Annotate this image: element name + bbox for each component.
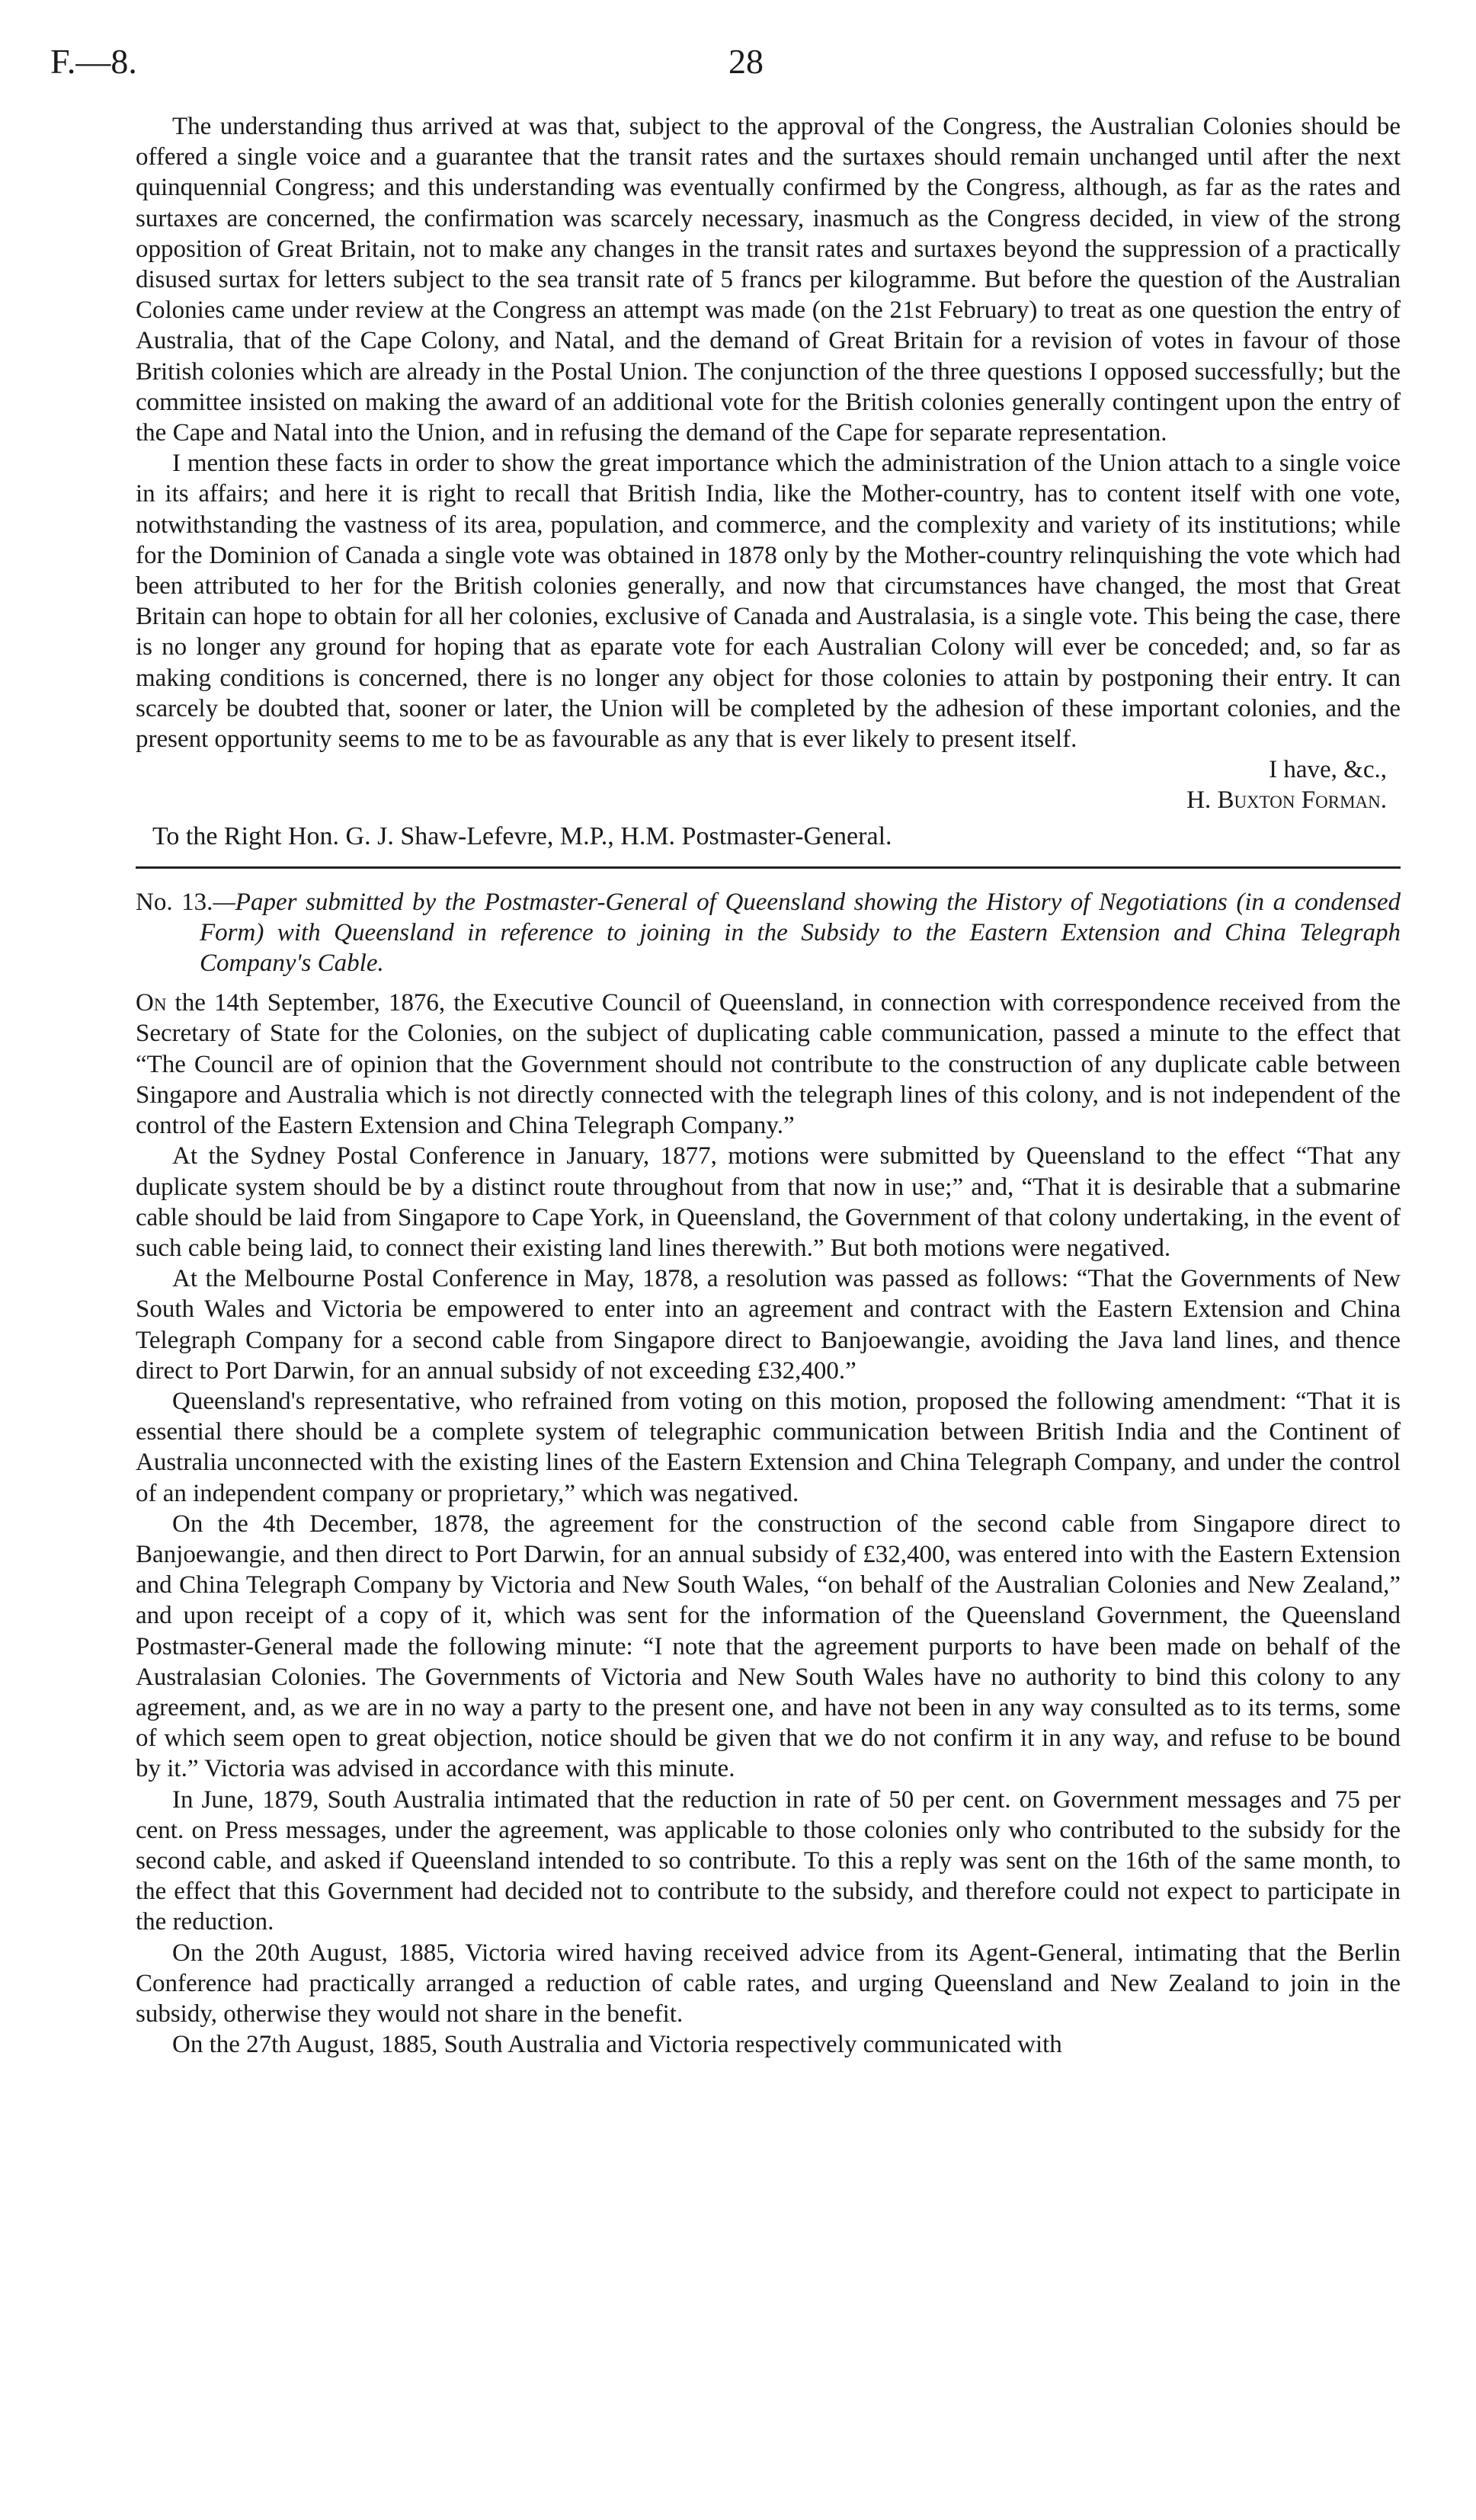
letter-closing: I have, &c., — [1269, 756, 1387, 784]
page-number: 28 — [728, 42, 764, 81]
paper-paragraph: On the 4th December, 1878, the agreement for the construction of the second cable from Singapore direct to Banjoewangie, and then direct to Port Darwin, for an annual subsidy of £32,400, was entered into with the Eastern Extension and China Telegraph Company by Victoria and New South Wales, “on behalf of the Australian Colonies and New Zealand,” and upon receipt of a copy of it, which was sent for the information of the Queensland Government, the Queensland Postmaster-General made the following minute: “I note that the agreement purports to have been made on behalf of the Australasian Colonies. The Governments of Victoria and New South Wales have no authority to bind this colony to any agreement, and, as we are in no way a party to the present one, and have not been in any way consulted as to its terms, some of which seem open to great objection, notice should be given that we do not confirm it in any way, and refuse to be bound by it.” Victoria was advised in accordance with this minute. — [136, 1510, 1401, 1783]
paper-paragraph: On the 20th August, 1885, Victoria wired having received advice from its Agent-General, intimating that the Berlin Conference had practically arranged a reduction of cable rates, and urging Queensland and New Zealand to join in the subsidy, otherwise they would not share in the benefit. — [136, 1939, 1401, 2028]
paper-first-paragraph-text: the 14th September, 1876, the Executive Council of Queensland, in connection with correspondence received from the Secretary of State for the Colonies, on the subject of duplicating cable communication, passed a minute to the effect that “The Council are of opinion that the Government should not contribute to the construction of any duplicate cable between Singapore and Australia which is not directly connected with the telegraph lines of this colony, and is not independent of the control of the Eastern Extension and China Telegraph Company.” — [136, 989, 1401, 1140]
paper-title-text: —Paper submitted by the Postmaster-General of Queensland showing the History of Negotiations (in a condensed Form) with Queensland in reference to joining in the Subsidy to the Eastern Extension and China Telegraph Company's Cable. — [200, 888, 1401, 978]
paper-paragraph: At the Sydney Postal Conference in January, 1877, motions were submitted by Queensland to the effect “That any duplicate system should be by a distinct route throughout from that now in use;” and, “That it is desirable that a submarine cable should be laid from Singapore to Cape York, in Queensland, the Government of that colony undertaking, in the event of such cable being laid, to connect their existing land lines therewith.” But both motions were negatived. — [136, 1142, 1401, 1262]
paper-paragraph — [136, 988, 1401, 1141]
paper-first-word: On — [136, 989, 167, 1017]
letter-signature: H. Buxton Forman. — [1186, 786, 1387, 815]
paper-paragraph: In June, 1879, South Australia intimated that the reduction in rate of 50 per cent. on Government messages and 75 per cent. on Press messages, under the agreement, was applicable to those colonies only who contributed to the subsidy for the second cable, and asked if Queensland intended to so contribute. To this a reply was sent on the 16th of the same month, to the effect that this Government had decided not to contribute to the subsidy, and therefore could not expect to participate in the reduction. — [136, 1785, 1401, 1936]
section-divider — [136, 866, 1401, 869]
letter-addressee: To the Right Hon. G. J. Shaw-Lefevre, M.P., H.M. Postmaster-General. — [152, 821, 892, 850]
paper-number: No. 13. — [136, 888, 213, 916]
document-reference: F.—8. — [50, 42, 137, 81]
paper-paragraph: On the 27th August, 1885, South Australia and Victoria respectively communicated with — [172, 2031, 1062, 2059]
paper-paragraph: Queensland's representative, who refrained from voting on this motion, proposed the following amendment: “That it is essential there should be a complete system of telegraphic communication between British India and the Continent of Australia unconnected with the existing lines of the Eastern Extension and China Telegraph Company, and under the control of an independent company or proprietary,” which was negatived. — [136, 1387, 1401, 1507]
paper-title — [136, 887, 1401, 979]
letter-paragraph: I mention these facts in order to show the great importance which the administration of the Union attach to a single voice in its affairs; and here it is right to recall that British India, like the Mother-country, has to content itself with one vote, notwithstanding the vastness of its area, population, and commerce, and the complexity and variety of its institutions; while for the Dominion of Canada a single vote was obtained in 1878 only by the Mother-country relinquishing the vote which had been attributed to her for the British colonies generally, and now that circumstances have changed, the most that Great Britain can hope to obtain for all her colonies, exclusive of Canada and Australasia, is a single vote. This being the case, there is no longer any ground for hoping that as eparate vote for each Australian Colony will ever be conceded; and, so far as making conditions is concerned, there is no longer any object for those colonies to attain by postponing their entry. It can scarcely be doubted that, sooner or later, the Union will be completed by the adhesion of these important colonies, and the present opportunity seems to me to be as favourable as any that is ever likely to present itself. — [136, 450, 1401, 754]
letter-paragraph: The understanding thus arrived at was that, subject to the approval of the Congress, the Australian Colonies should be offered a single voice and a guarantee that the transit rates and the surtaxes should remain unchanged until after the next quinquennial Congress; and this understanding was eventually confirmed by the Congress, although, as far as the rates and surtaxes are concerned, the confirmation was scarcely necessary, inasmuch as the Congress decided, in view of the strong opposition of Great Britain, not to make any changes in the transit rates and surtaxes beyond the suppression of a practically disused surtax for letters subject to the sea transit rate of 5 francs per kilogramme. But before the question of the Australian Colonies came under review at the Congress an attempt was made (on the 21st February) to treat as one question the entry of Australia, that of the Cape Colony, and Natal, and the demand of Great Britain for a revision of votes in favour of those British colonies which are already in the Postal Union. The conjunction of the three questions I opposed successfully; but the committee insisted on making the award of an additional vote for the British colonies generally contingent upon the entry of the Cape and Natal into the Union, and in refusing the demand of the Cape for separate representation. — [136, 113, 1401, 447]
page-body — [136, 111, 1401, 2060]
paper-paragraph: At the Melbourne Postal Conference in May, 1878, a resolution was passed as follows: “That the Governments of New South Wales and Victoria be empowered to enter into an agreement and contract with the Eastern Extension and China Telegraph Company for a second cable from Singapore direct to Banjoewangie, avoiding the Java land lines, and thence direct to Port Darwin, for an annual subsidy of not exceeding £32,400.” — [136, 1265, 1401, 1385]
